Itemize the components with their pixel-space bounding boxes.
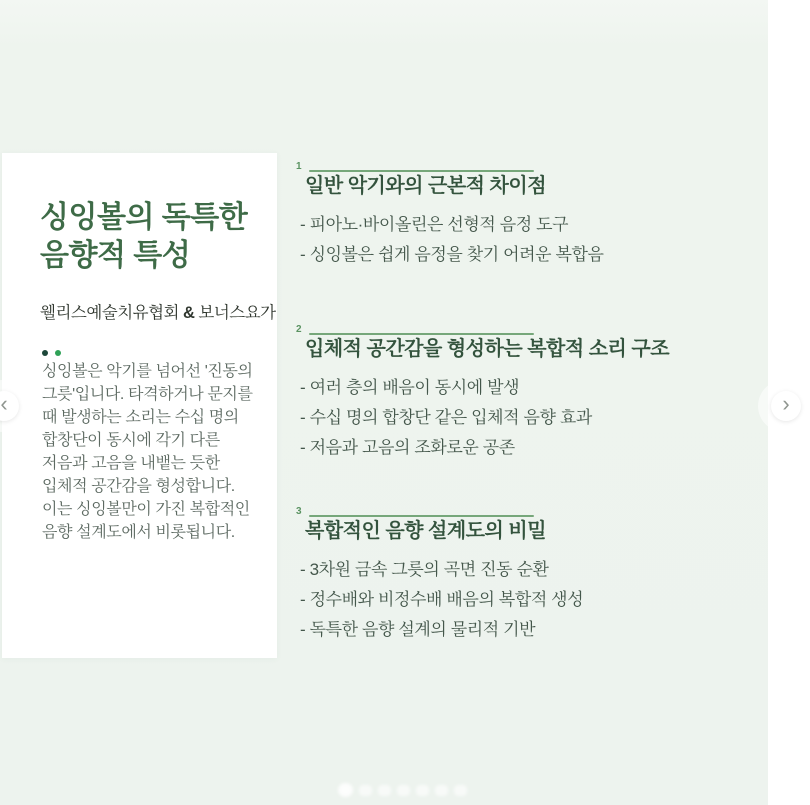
bullet-item: - 싱잉볼은 쉽게 음정을 찾기 어려운 복합음 <box>300 245 604 264</box>
ampersand: & <box>182 304 195 322</box>
intro-paragraph: 싱잉볼은 악기를 넘어선 '진동의 그릇'입니다. 타격하거나 문지를 때 발생하는 소리는 수십 명의 합창단이 동시에 각기 다른 저음과 고음을 내뱉는 듯한 입체적 공간감을 형성합니다. 이는 싱잉볼만이 가진 복합적인 음향 설계도에서 비롯됩니다. <box>42 363 253 541</box>
subtitle-organization: 웰리스예술치유협회 <box>40 304 179 322</box>
subtitle <box>40 299 276 323</box>
chevron-right-icon: › <box>782 391 790 416</box>
nav-circle <box>0 391 19 421</box>
title-line-2: 음향적 특성 <box>40 239 191 272</box>
bullet-item: - 정수배와 비정수배 배음의 복합적 생성 <box>300 590 584 609</box>
bullet-item: - 피아노·바이올린은 선형적 음정 도구 <box>300 215 569 234</box>
heading-overline <box>309 333 534 335</box>
bullet-item: - 독특한 음향 설계의 물리적 기반 <box>300 620 536 639</box>
chevron-left-icon: ‹ <box>0 391 8 416</box>
section-number: 2 <box>296 324 302 335</box>
subtitle-partner: 보너스요가 <box>198 304 276 322</box>
section-heading: 복합적인 음향 설계도의 비밀 <box>305 520 547 542</box>
bullet-list <box>296 543 746 645</box>
accent-dots <box>42 343 64 361</box>
watermark <box>338 783 467 797</box>
bullet-item: - 여러 층의 배음이 동시에 발생 <box>300 378 520 397</box>
section-3 <box>296 506 746 645</box>
page-title <box>40 199 247 275</box>
bullet-item: - 3차원 금속 그릇의 곡면 진동 순환 <box>300 560 549 579</box>
bullet-item: - 저음과 고음의 조화로운 공존 <box>300 438 515 457</box>
next-slide-button[interactable] <box>758 380 810 432</box>
bullet-list <box>296 198 746 270</box>
heading-overline <box>309 515 534 517</box>
dot-icon <box>42 350 48 356</box>
section-number: 3 <box>296 506 302 517</box>
section-heading: 입체적 공간감을 형성하는 복합적 소리 구조 <box>305 338 670 360</box>
heading-overline <box>309 170 534 172</box>
dot-icon <box>55 350 61 356</box>
title-line-1: 싱잉볼의 독특한 <box>40 201 248 234</box>
section-number: 1 <box>296 161 302 172</box>
section-1 <box>296 161 746 270</box>
bullet-item: - 수십 명의 합창단 같은 입체적 음향 효과 <box>300 408 592 427</box>
bullet-list <box>296 361 746 463</box>
nav-circle <box>771 391 801 421</box>
intro-card <box>2 153 277 658</box>
section-heading: 일반 악기와의 근본적 차이점 <box>305 175 547 197</box>
section-2 <box>296 324 746 463</box>
